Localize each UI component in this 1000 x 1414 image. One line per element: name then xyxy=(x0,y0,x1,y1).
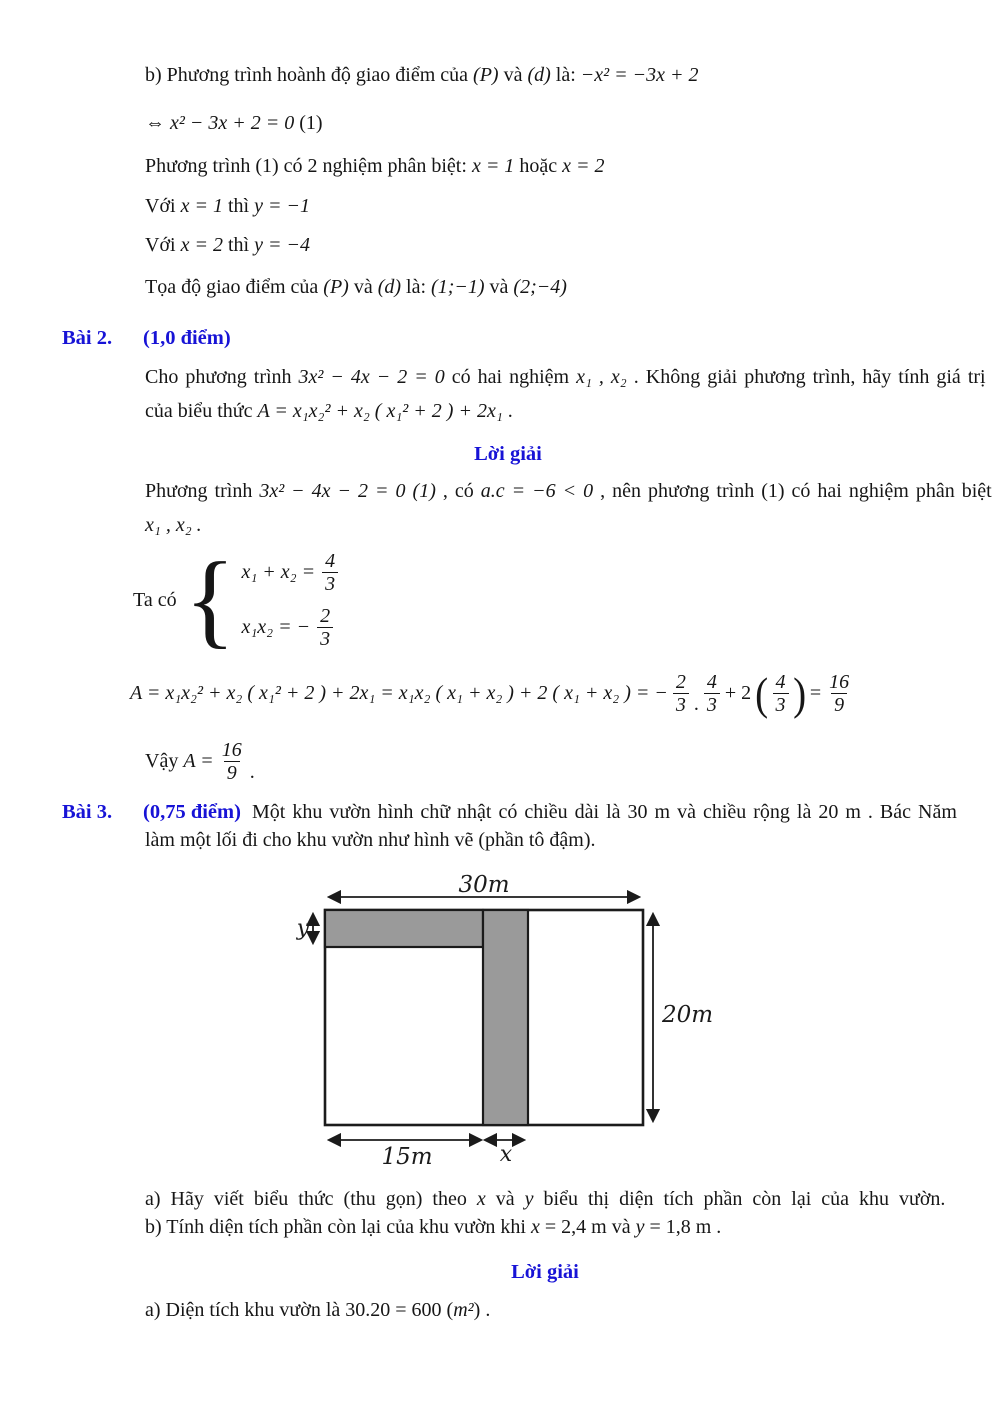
fraction xyxy=(219,739,245,784)
text-segment: a) Diện tích khu vườn là 30.20 = 600 ( xyxy=(145,1299,454,1321)
fraction xyxy=(317,605,333,650)
text-segment: (P) xyxy=(473,64,499,86)
question-a-line xyxy=(145,1188,945,1211)
vertical-path-strip xyxy=(483,910,528,1125)
text-segment: . Không giải phương trình, hãy tính giá trị xyxy=(626,366,986,388)
fraction xyxy=(826,671,852,716)
multiplication-dot: . xyxy=(693,693,699,715)
system-intro-label: Ta có xyxy=(133,588,177,611)
problem3-points: (0,75 điểm) xyxy=(143,801,241,823)
problem2-solution-line2 xyxy=(145,514,202,537)
text-segment: x = 2 xyxy=(562,155,605,177)
fraction-numerator: 2 xyxy=(320,605,331,627)
text-segment: biểu thị diện tích phần còn lại của khu vườn. xyxy=(533,1188,946,1210)
a-computation-lhs: A = x₁x₂² + x₂ ( x₁² + 2 ) + 2x₁ = x₁x₂ ( x₁ + x₂ ) + 2 ( x₁ + x₂ ) = − xyxy=(130,682,668,704)
fraction-numerator: 4 xyxy=(775,671,786,693)
text-segment: y = −1 xyxy=(254,195,310,217)
problem2-solution-line1 xyxy=(145,480,992,503)
problem2-points: (1,0 điểm) xyxy=(143,327,231,349)
problem2-statement-line2 xyxy=(145,400,513,423)
system-equations xyxy=(241,550,338,650)
garden-figure xyxy=(280,872,720,1172)
text-segment: y xyxy=(635,1216,645,1238)
text-segment: (1) xyxy=(294,112,323,134)
vieta-system xyxy=(133,541,338,659)
solution-b-roots-line xyxy=(145,155,604,178)
solution-b-x1-line xyxy=(145,195,310,218)
text-segment: (P) xyxy=(323,276,349,298)
text-segment: = 1,8 m . xyxy=(644,1216,722,1238)
text-segment: hoặc xyxy=(514,155,563,177)
left-segment-label: 15m xyxy=(381,1144,433,1170)
text-segment: Phương trình (1) có 2 nghiệm phân biệt: xyxy=(145,155,472,177)
text-segment: m² xyxy=(453,1299,474,1321)
text-segment: (d) xyxy=(377,276,402,298)
conclusion-a-line xyxy=(145,739,255,784)
solution-b-coords-line xyxy=(145,276,567,299)
fraction-denominator: 9 xyxy=(831,693,847,716)
text-segment: Phương trình xyxy=(145,480,260,502)
vieta-sum-equation xyxy=(241,550,338,595)
text-segment: là: xyxy=(401,276,432,298)
strip-height-label: y xyxy=(296,916,310,941)
fraction xyxy=(673,671,689,716)
text-segment: . xyxy=(502,400,513,422)
text-segment: thì xyxy=(222,234,255,256)
fraction-denominator: 3 xyxy=(773,693,789,716)
text-segment: x = 1 xyxy=(180,195,223,217)
text-segment: (1;−1) xyxy=(431,276,485,298)
problem3-label: Bài 3. xyxy=(62,801,113,823)
fraction xyxy=(322,550,338,595)
fraction-numerator: 4 xyxy=(325,550,336,572)
text-segment: x = 1 xyxy=(471,155,515,177)
text-segment: làm một lối đi cho khu vườn như hình vẽ (phần tô đậm). xyxy=(145,829,596,851)
vieta-product-equation xyxy=(241,605,338,650)
problem3-statement-line1 xyxy=(252,801,957,824)
fraction-denominator: 3 xyxy=(673,693,689,716)
equals-sign: = xyxy=(809,682,822,704)
text-segment: b) Phương trình hoành độ giao điểm của xyxy=(145,64,474,86)
text-segment: −x² = −3x + 2 xyxy=(580,64,699,86)
problem2-statement-line1 xyxy=(145,366,986,389)
text-segment: = 2,4 m và xyxy=(539,1216,636,1238)
solution-b-intersection-line xyxy=(145,64,699,87)
fraction-denominator: 3 xyxy=(322,572,338,595)
text-segment: y xyxy=(524,1188,534,1210)
text-segment: Với xyxy=(145,234,181,256)
text-segment: b) Tính diện tích phần còn lại của khu vườn khi xyxy=(145,1216,531,1238)
text-segment: 3x² − 4x − 2 = 0 xyxy=(298,366,445,388)
horizontal-path-strip xyxy=(325,910,483,947)
system-brace: { xyxy=(184,541,236,659)
problem2-label: Bài 2. xyxy=(62,327,113,349)
text-segment: A = x₁x₂² + x₂ ( x₁² + 2 ) + 2x₁ xyxy=(257,400,503,422)
solution-b-equiv-line xyxy=(145,112,323,135)
text-segment: và xyxy=(485,1188,525,1210)
text-segment: (2;−4) xyxy=(513,276,567,298)
text-segment: (d) xyxy=(527,64,551,86)
text-segment: x² − 3x + 2 = 0 xyxy=(170,112,295,134)
fraction-numerator: 16 xyxy=(221,739,242,761)
text-segment: Cho phương trình xyxy=(145,366,299,388)
text-segment: , nên phương trình (1) có hai nghiệm phân biệt xyxy=(593,480,992,502)
text-segment: a) Hãy viết biểu thức (thu gọn) theo xyxy=(145,1188,477,1210)
conclusion-word: Vậy xyxy=(145,750,179,772)
text-segment: y = −4 xyxy=(254,234,310,256)
fraction-denominator: 9 xyxy=(224,761,240,784)
fraction-numerator: 16 xyxy=(829,671,850,693)
question-b-line xyxy=(145,1216,721,1239)
text-segment: x = 2 xyxy=(180,234,223,256)
text-segment: Với xyxy=(145,195,181,217)
text-segment: x xyxy=(476,1188,486,1210)
conclusion-a-equals: A = xyxy=(183,750,214,772)
fraction-denominator: 3 xyxy=(704,693,720,716)
problem3-solution-a-line xyxy=(145,1299,490,1322)
fraction-denominator: 3 xyxy=(317,627,333,650)
fraction xyxy=(773,671,789,716)
vieta-product-lhs: x₁x₂ = − xyxy=(241,616,311,638)
text-segment: của biểu thức xyxy=(145,400,258,422)
fraction xyxy=(704,671,720,716)
fraction-numerator: 2 xyxy=(675,671,686,693)
conclusion-period: . xyxy=(249,761,255,783)
fraction-numerator: 4 xyxy=(706,671,717,693)
problem3-statement-line2 xyxy=(145,829,596,852)
vieta-sum-lhs: x₁ + x₂ = xyxy=(241,561,316,583)
problem2-solution-header: Lời giải xyxy=(474,443,542,465)
text-segment: 3x² − 4x − 2 = 0 (1) xyxy=(259,480,436,502)
text-segment: Tọa độ giao điểm của xyxy=(145,276,324,298)
text-segment: và xyxy=(348,276,378,298)
width-label: 30m xyxy=(458,872,510,898)
text-segment: là: xyxy=(550,64,581,86)
a-computation-line: A = x₁x₂² + x₂ ( x₁² + 2 ) + 2x₁ = x₁x₂ ( x₁ + x₂ ) + 2 ( x₁ + x₂ ) = − $\frac{2}{3}$ . $\frac{4}{3}$ + 2 ( $\frac{4}{3}$ ) = $\frac{16}{9}$ xyxy=(130,671,852,716)
text-segment: ) . xyxy=(473,1299,491,1321)
height-label: 20m xyxy=(662,1002,714,1028)
problem3-solution-header: Lời giải xyxy=(511,1261,579,1283)
garden-figure-container xyxy=(280,872,720,1172)
text-segment: a.c = −6 < 0 xyxy=(480,480,594,502)
plus-two-term: + 2 xyxy=(724,682,752,704)
text-segment: thì xyxy=(222,195,255,217)
text-segment: x xyxy=(530,1216,540,1238)
text-segment: x₁ , x₂ xyxy=(576,366,627,388)
text-segment: Một khu vườn hình chữ nhật có chiều dài là 30 m và chiều rộng là 20 m . Bác Năm xyxy=(252,801,957,823)
text-segment: , có xyxy=(435,480,481,502)
strip-width-label: x xyxy=(499,1142,513,1167)
text-segment: x₁ , x₂ . xyxy=(145,514,202,536)
text-segment: có hai nghiệm xyxy=(444,366,577,388)
text-segment: ⇔ xyxy=(145,112,170,134)
text-segment: và xyxy=(498,64,528,86)
solution-b-x2-line xyxy=(145,234,310,257)
text-segment: và xyxy=(484,276,514,298)
